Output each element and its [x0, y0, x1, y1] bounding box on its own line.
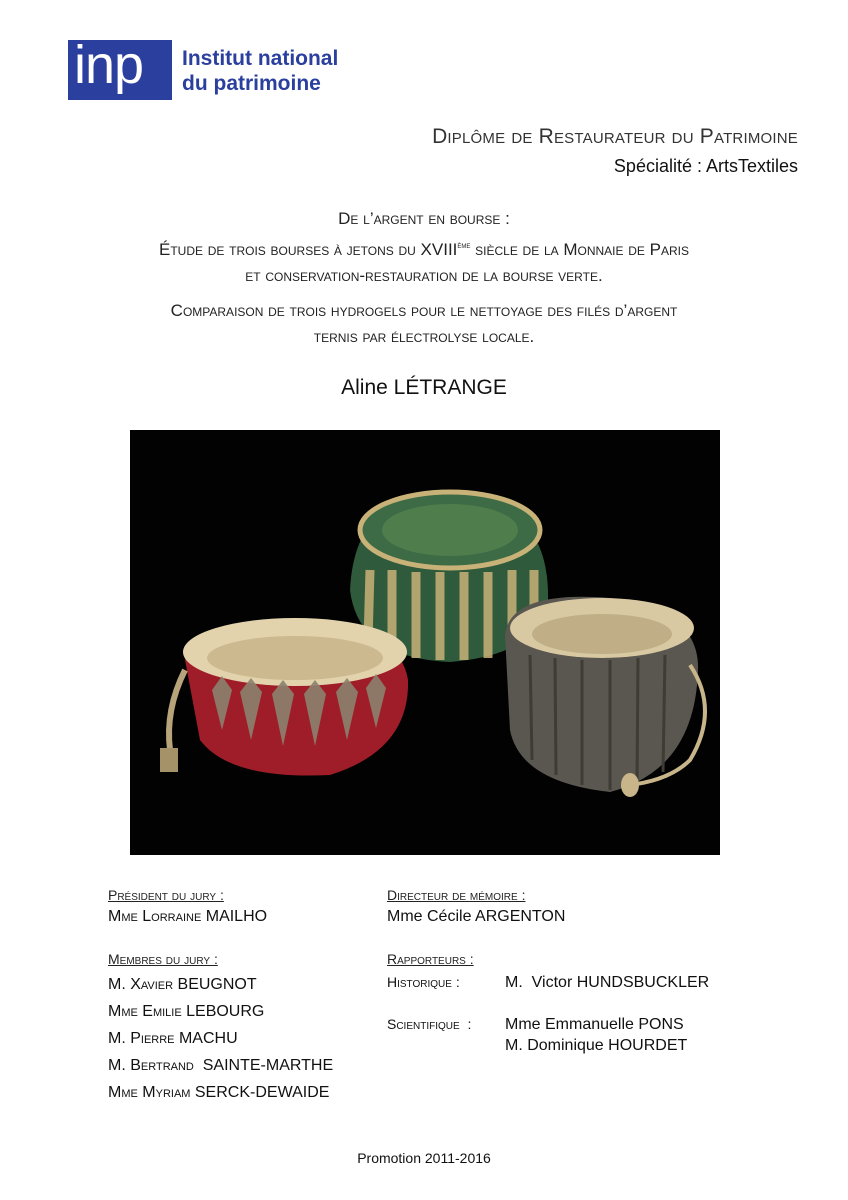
members-label: Membres du jury : [108, 951, 218, 967]
logo-mark-text: inp [74, 35, 144, 95]
inp-logo-mark [68, 35, 172, 100]
president-label: Président du jury : [108, 887, 224, 903]
historique-name: M. Victor HUNDSBUCKLER [505, 974, 710, 991]
diploma-title: Diplôme de Restaurateur du Patrimoine [432, 125, 798, 148]
director-label: Directeur de mémoire : [387, 887, 526, 903]
thesis-title [0, 206, 848, 289]
scientifique-name-1: Mme Emmanuelle PONS [505, 1016, 684, 1033]
member-4: M. Bertrand SAINTE-MARTHE [108, 1057, 334, 1074]
title-line-3: et conservation-restauration de la bourse verte. [245, 266, 603, 285]
logo-line-2: du patrimoine [182, 72, 321, 95]
member-5: Mme Myriam SERCK-DEWAIDE [108, 1084, 330, 1101]
rapporteurs-label: Rapporteurs : [387, 951, 474, 967]
logo-line-1: Institut national [182, 47, 339, 70]
title-line-1: De l’argent en bourse : [338, 209, 510, 228]
specialty: Spécialité : ArtsTextiles [613, 156, 798, 176]
grey-purse [505, 597, 705, 797]
thesis-subtitle [0, 298, 848, 350]
purses-illustration [130, 430, 720, 855]
title-line-2: Étude de trois bourses à jetons du XVIIIème siècle de la Monnaie de Paris [159, 240, 689, 259]
president-name: Mme Lorraine MAILHO [108, 908, 268, 925]
member-1: M. Xavier BEUGNOT [108, 976, 257, 993]
scientifique-label: Scientifique : [387, 1016, 472, 1032]
subtitle-line-1: Comparaison de trois hydrogels pour le nettoyage des filés d’argent [170, 301, 678, 320]
author-name: Aline LÉTRANGE [341, 376, 507, 399]
historique-label: Historique : [387, 974, 460, 990]
director-name: Mme Cécile ARGENTON [387, 908, 566, 925]
promotion-footer: Promotion 2011-2016 [357, 1150, 491, 1166]
member-3: M. Pierre MACHU [108, 1030, 238, 1047]
purses-photo [130, 430, 720, 855]
scientifique-name-2: M. Dominique HOURDET [505, 1037, 688, 1054]
logo-text [182, 46, 338, 96]
member-2: Mme Emilie LEBOURG [108, 1003, 265, 1020]
subtitle-line-2: ternis par électrolyse locale. [313, 327, 535, 346]
red-purse [160, 618, 408, 776]
